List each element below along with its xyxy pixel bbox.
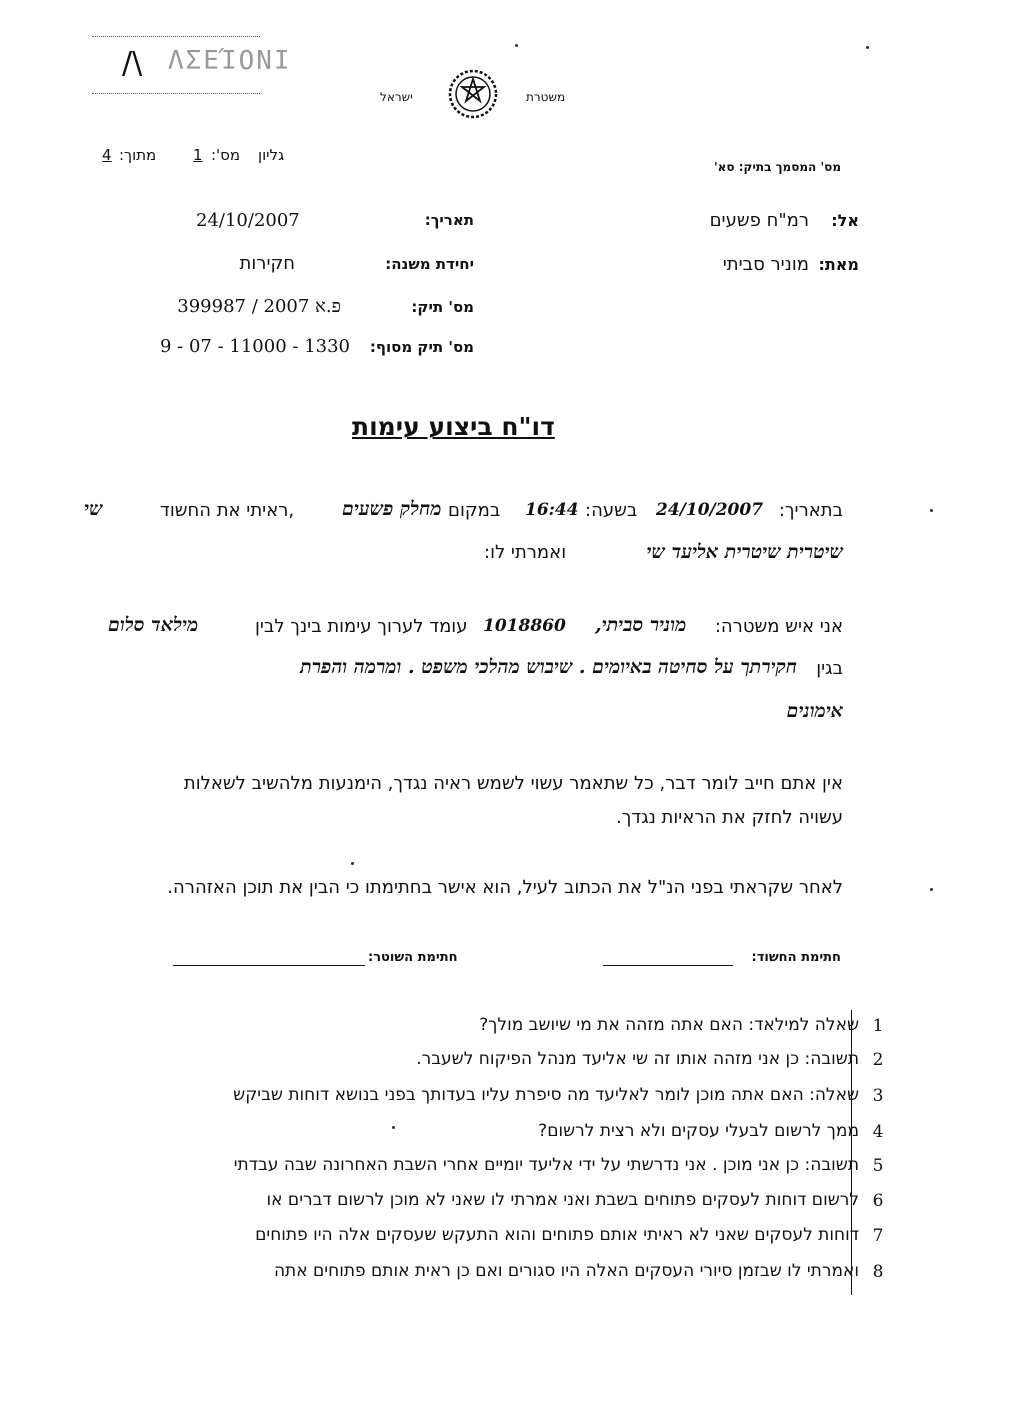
officer-mid: עומד לערוך עימות בינך לבין [255,616,468,637]
org-name-right: ישראל [380,90,413,104]
qa-line-number: 6 [872,1191,884,1211]
intro-in-place: במקום [448,500,501,521]
scan-speck [866,46,869,49]
to-label: אל: [831,211,859,230]
stamp-mark: /\ [122,46,143,81]
document-title: דו"ח ביצוע עימות [352,412,555,441]
officer-offense-2: אימונים [786,700,843,722]
qa-line-number: 5 [872,1156,884,1176]
sheet-no: 1 [193,146,203,164]
police-emblem-icon [447,66,499,122]
qa-line-text: ואמרתי לו שבזמן סיורי העסקים האלה היו סגורים ואם כן ראית אותם פתוחים אתה [273,1261,859,1281]
intro-place: מחלק פשעים [342,498,442,520]
of-label: מתוך: [119,146,157,164]
intro-told-him: ואמרתי לו: [484,542,567,563]
scan-speck [515,44,518,47]
warning-line-3: לאחר שקראתי בפני הנ"ל את הכתוב לעיל, הוא אישר בחתימתו כי הבין את תוכן האזהרה. [167,877,843,898]
officer-offense-1: חקירתך על סחיטה באיומים . שיבוש מהלכי משפט . ומרמה והפרת [300,656,797,678]
qa-line-text: לרשום דוחות לעסקים פתוחים בשבת ואני אמרתי לו שאני לא מוכן לרשום דברים או [266,1190,859,1210]
intro-suspect-b: שיטרית שיטרית אליעד שי [646,541,843,563]
warning-line-1: אין אתם חייב לומר דבר, כל שתאמר עשוי לשמש ראיה נגדך, הימנעות מלהשיב לשאלות [183,773,843,794]
doc-ref-label: מס' המסמך בתיק: סא' [714,160,841,174]
scan-speck [930,509,933,512]
officer-party: מילאד סלום [108,614,199,636]
scan-speck [392,1126,395,1129]
officer-signature-label: חתימת השוטר: [368,950,458,965]
intro-time: 16:44 [525,500,579,520]
from-value: מוניר סביתי [722,254,809,275]
warning-line-2: עשויה לחזק את הראיות נגדך. [615,807,843,828]
scan-speck [930,888,933,891]
final-file-label: מס' תיק מסוף: [369,338,474,356]
qa-line-number: 3 [872,1086,884,1106]
suspect-signature-line [603,965,733,966]
of-value: 4 [102,146,112,164]
qa-line-number: 1 [872,1016,884,1036]
intro-at-time: בשעה: [585,500,638,521]
intro-suspect-a: שי [84,498,103,520]
subunit-label: יחידת משנה: [385,255,474,273]
from-label: מאת: [818,255,859,274]
date-value: 24/10/2007 [196,210,300,231]
stamp-text: ΛΣΕΊΟΝΙ [168,46,292,76]
suspect-signature-label: חתימת החשוד: [751,950,841,965]
scan-speck [351,862,354,865]
sheet-label: גליון [258,146,285,164]
qa-line-text: דוחות לעסקים שאני לא ראיתי אותם פתוחים והוא התעקש שעסקים אלה היו פתוחים [255,1225,859,1245]
officer-name: מוניר סביתי, [595,614,687,636]
officer-badge: 1018860 [483,616,566,636]
qa-line-number: 8 [872,1262,884,1282]
officer-because: בגין [816,658,843,679]
qa-line-number: 7 [872,1226,884,1246]
officer-lead: אני איש משטרה: [714,616,843,637]
file-label: מס' תיק: [411,298,474,316]
qa-line-text: ממך לרשום לבעלי עסקים ולא רצית לרשום? [538,1121,859,1141]
date-label: תאריך: [424,211,474,229]
qa-line-text: שאלה למילאד: האם אתה מזהה את מי שיושב מולך? [479,1015,859,1035]
intro-saw-suspect: ,ראיתי את החשוד [160,500,295,521]
to-value: רמ"ח פשעים [709,210,809,231]
file-value: פ.א 2007 / 399987 [177,296,341,317]
officer-signature-line [173,965,365,966]
qa-line-text: שאלה: האם אתה מוכן לומר לאליעד מה סיפרת עליו בעדותך בפני בנושא דוחות שביקש [233,1085,859,1105]
qa-line-number: 4 [872,1122,884,1142]
intro-on-date: בתאריך: [778,500,843,521]
org-name-left: משטרת [526,90,566,104]
qa-line-text: תשובה: כן אני מוכן . אני נדרשתי על ידי אליעד יומיים אחרי השבת האחרונה שבה עבדתי [233,1155,859,1175]
qa-line-number: 2 [872,1050,884,1070]
final-file-value: 9 - 07 - 11000 - 1330 [160,336,351,357]
qa-line-text: תשובה: כן אני מזהה אותו זה שי אליעד מנהל הפיקוח לשעבר. [416,1049,859,1069]
subunit-value: חקירות [239,253,295,274]
intro-date: 24/10/2007 [656,500,764,520]
sheet-no-label: מס': [211,146,241,164]
